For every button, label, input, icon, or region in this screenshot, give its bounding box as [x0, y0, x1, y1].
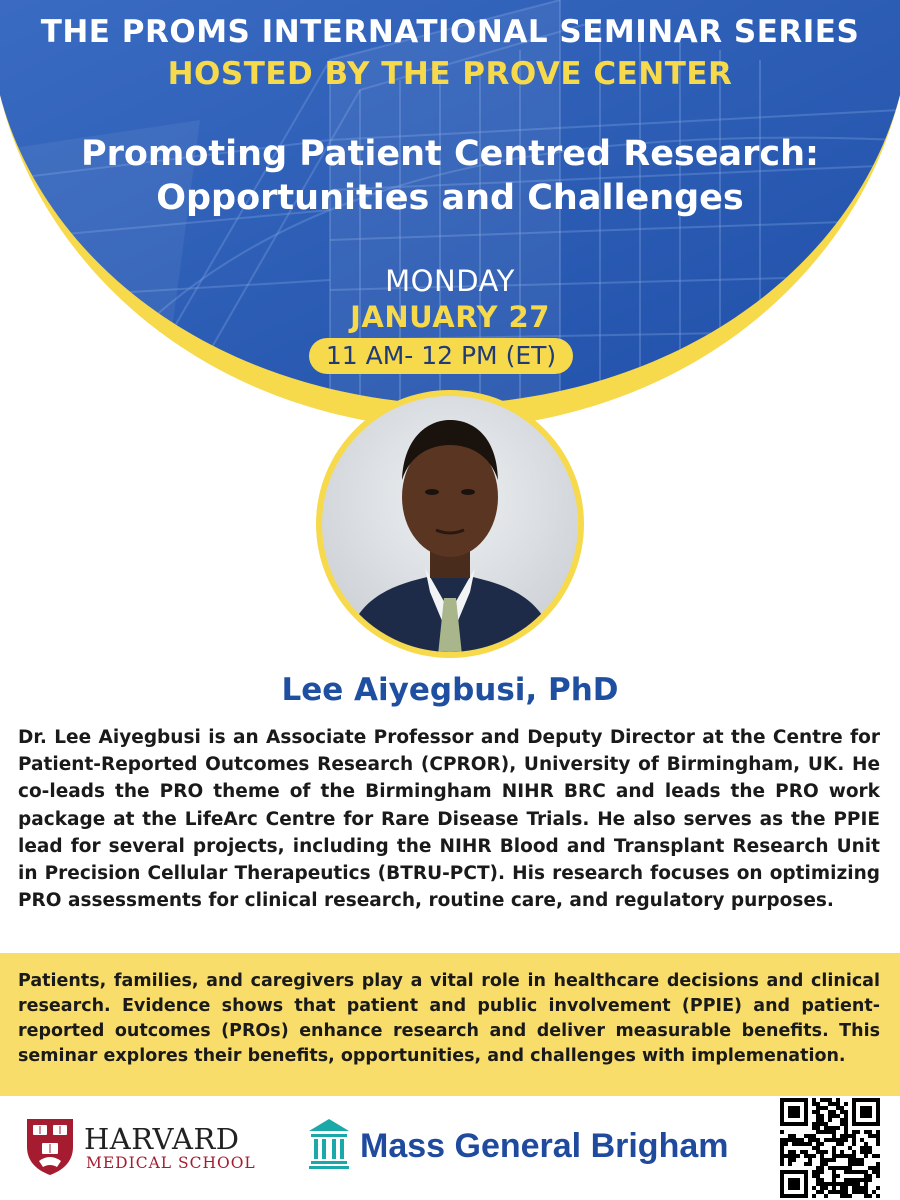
event-date: JANUARY 27 [350, 300, 550, 334]
qr-code-icon[interactable] [780, 1098, 880, 1198]
talk-title-line-2: Opportunities and Challenges [156, 178, 744, 218]
mgb-wordmark: Mass General Brigham [360, 1127, 729, 1165]
talk-title [0, 132, 900, 220]
speaker-name: Lee Aiyegbusi, PhD [281, 672, 619, 708]
event-day: MONDAY [385, 264, 515, 298]
harvard-shield-icon [25, 1117, 75, 1177]
abstract-panel [0, 953, 900, 1096]
talk-title-line-1: Promoting Patient Centred Research: [80, 134, 820, 174]
host-line: HOSTED BY THE PROVE CENTER [167, 56, 733, 92]
speaker-photo [316, 390, 584, 658]
series-title: THE PROMS INTERNATIONAL SEMINAR SERIES [40, 14, 860, 50]
abstract-text: Patients, families, and caregivers play a vital role in healthcare decisions and clinical research. Evidence shows that patient and public involvement (PPIE) and patient-reported outcomes (PROs) enhance research and deliver measurable benefits. This seminar explores their benefits, opportunities, and challenges with implemenation. [18, 971, 880, 1066]
harvard-subtitle: MEDICAL SCHOOL [86, 1154, 256, 1172]
speaker-bio: Dr. Lee Aiyegbusi is an Associate Professor and Deputy Director at the Centre for Patient-Reported Outcomes Research (CPROR), University of Birmingham, UK. He co-leads the PRO theme of the Birmingham NIHR BRC and leads the PRO work package at the LifeArc Centre for Rare Disease Trials. He also serves as the PPIE lead for several projects, including the NIHR Blood and Transplant Research Unit in Precision Cellular Therapeutics (BTRU-PCT). His research focuses on optimizing PRO assessments for clinical research, routine care, and regulatory purposes. [18, 727, 880, 912]
mgb-building-icon [307, 1117, 351, 1173]
event-time-badge: 11 AM- 12 PM (ET) [309, 338, 573, 374]
harvard-wordmark: HARVARD [84, 1122, 240, 1156]
